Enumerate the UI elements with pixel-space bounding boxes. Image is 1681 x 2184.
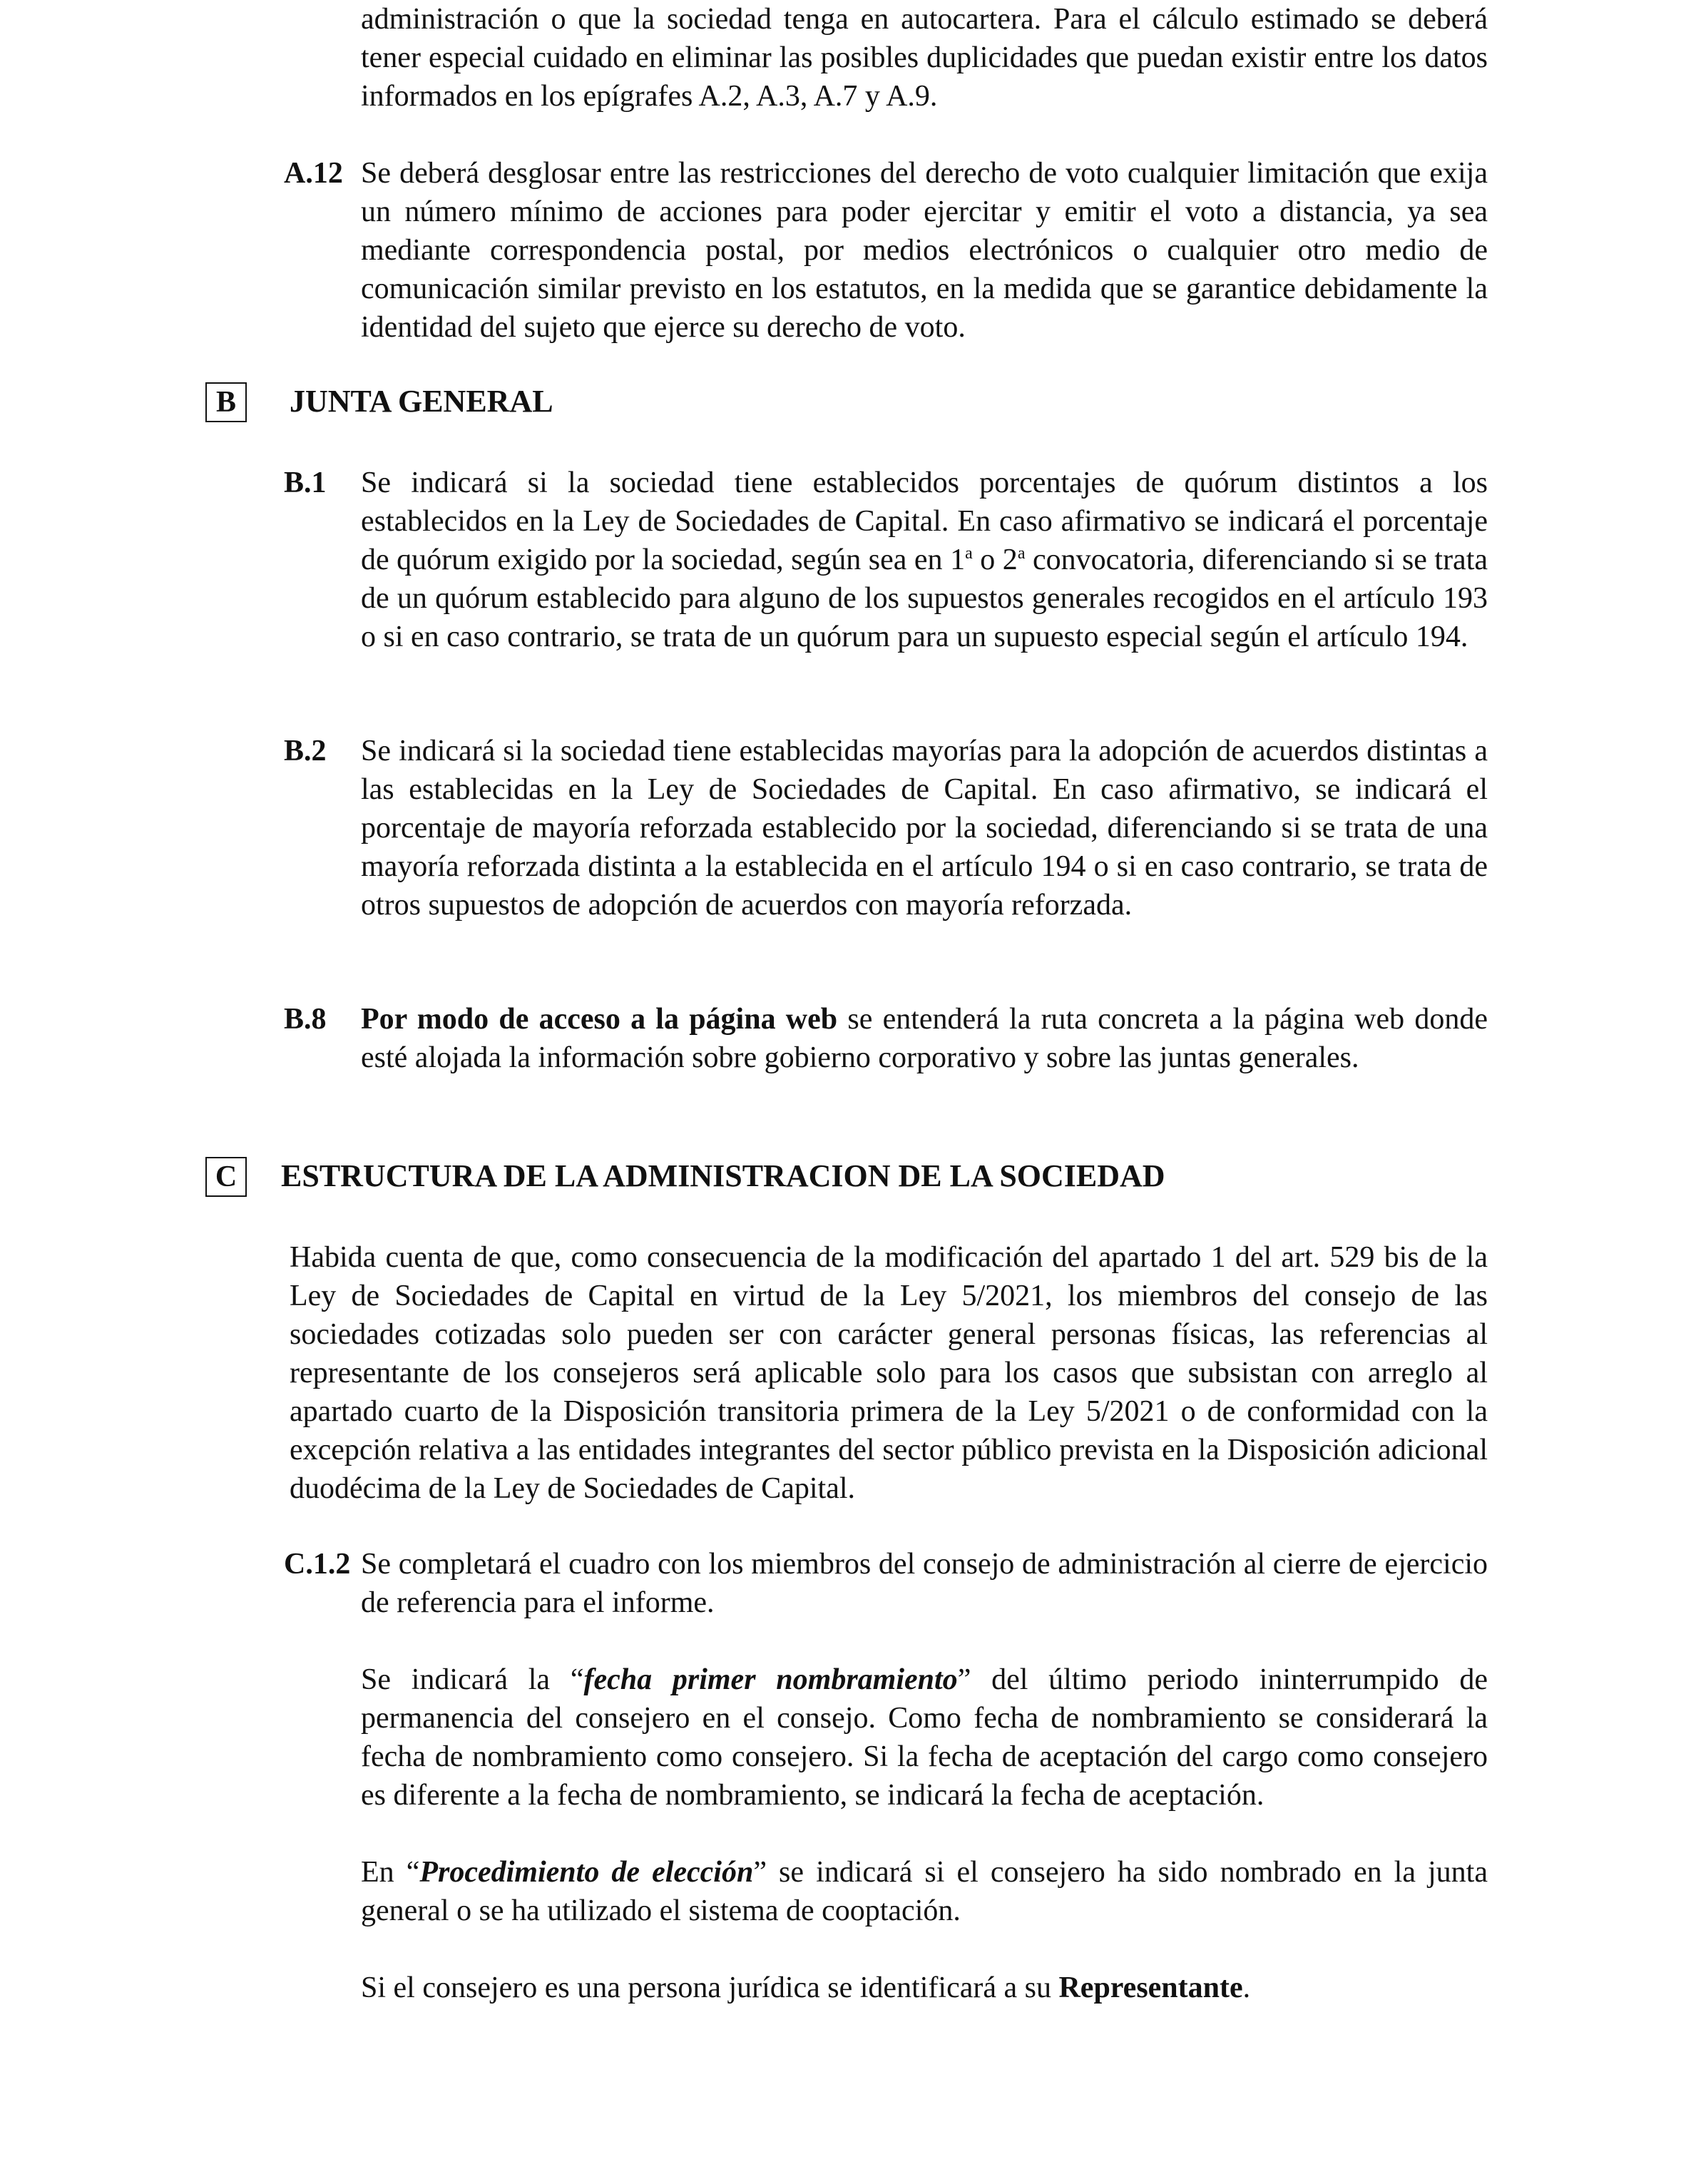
b2-paragraph	[361, 732, 1488, 924]
c12-p3-emphasis: Procedimiento de elección	[419, 1856, 754, 1889]
c12-body	[361, 1545, 1488, 2007]
a11-continuation-paragraph	[361, 0, 1488, 116]
b1-superscript-1: a	[965, 544, 973, 563]
c12-p2-text-b: ” del último periodo ininterrumpido de permanencia del consejero en el consejo. Como fecha de nombramiento se considerará la fecha de nombramiento como consejero. Si la fecha de aceptación del cargo como consejero es diferente a la fecha de nombramiento, se indicará la fecha de aceptación.	[361, 1663, 1488, 1812]
b8-bold-lead: Por modo de acceso a la página web	[361, 1003, 838, 1036]
a12-text: Se deberá desglosar entre las restricciones del derecho de voto cualquier limitación que exija un número mínimo de acciones para poder ejercitar y emitir el voto a distancia, ya sea mediante correspondencia postal, por medios electrónicos o cualquier otro medio de comunicación similar previsto en los estatutos, en la medida que se garantice debidamente la identidad del sujeto que ejerce su derecho de voto.	[361, 157, 1488, 344]
a11-continuation-text: administración o que la sociedad tenga en autocartera. Para el cálculo estimado se deberá tener especial cuidado en eliminar las posibles duplicidades que puedan existir entre los datos informados en los epígrafes A.2, A.3, A.7 y A.9.	[361, 3, 1488, 113]
section-b-title: JUNTA GENERAL	[290, 384, 553, 419]
c-intro-paragraph	[290, 1238, 1488, 1508]
c12-p4-text-b: .	[1242, 1971, 1251, 2004]
a12-label: A.12	[284, 157, 343, 190]
c12-p4-bold: Representante	[1058, 1971, 1243, 2004]
section-c-letter: C	[215, 1160, 237, 1193]
c12-paragraph-2	[361, 1660, 1488, 1815]
section-c-box	[205, 1157, 247, 1197]
b1-superscript-2: a	[1017, 544, 1026, 563]
c12-p3-text-a: En “	[361, 1856, 420, 1889]
c12-p1-text: Se completará el cuadro con los miembros del consejo de administración al cierre de ejercicio de referencia para el informe.	[361, 1548, 1488, 1619]
b2-label: B.2	[284, 735, 327, 767]
c-intro-text: Habida cuenta de que, como consecuencia de la modificación del apartado 1 del art. 529 bis de la Ley de Sociedades de Capital en virtud de la Ley 5/2021, los miembros del consejo de las sociedades cotizadas solo pueden ser con carácter general personas físicas, las referencias al representante de los consejeros será aplicable solo para los casos que subsistan con arreglo al apartado cuarto de la Disposición transitoria primera de la Ley 5/2021 o de conformidad con la excepción relativa a las entidades integrantes del sector público prevista en la Disposición adicional duodécima de la Ley de Sociedades de Capital.	[290, 1241, 1488, 1505]
b1-text-3: convocatoria, diferenciando si se trata de un quórum establecido para alguno de los supuestos generales recogidos en el artículo 193 o si en caso contrario, se trata de un quórum para un supuesto especial según el artículo 194.	[361, 544, 1488, 653]
b1-text-2: o 2	[972, 544, 1018, 576]
b1-text-1: Se indicará si la sociedad tiene establecidos porcentajes de quórum distintos a los establecidos en la Ley de Sociedades de Capital. En caso afirmativo se indicará el porcentaje de quórum exigido por la sociedad, según sea en 1	[361, 466, 1488, 576]
c12-label: C.1.2	[284, 1548, 351, 1581]
c12-paragraph-1	[361, 1545, 1488, 1622]
c12-paragraph-4	[361, 1969, 1488, 2007]
c12-paragraph-3	[361, 1853, 1488, 1930]
c12-p3-text-b: ” se indicará si el consejero ha sido nombrado en la junta general o se ha utilizado el sistema de cooptación.	[361, 1856, 1488, 1927]
c12-p4-text-a: Si el consejero es una persona jurídica se identificará a su	[361, 1971, 1059, 2004]
b8-text: se entenderá la ruta concreta a la página web donde esté alojada la información sobre gobierno corporativo y sobre las juntas generales.	[361, 1003, 1488, 1074]
c12-p2-emphasis: fecha primer nombramiento	[583, 1663, 958, 1696]
b8-label: B.8	[284, 1003, 327, 1036]
section-b-letter: B	[215, 386, 236, 419]
b1-label: B.1	[284, 466, 327, 499]
a12-paragraph	[361, 154, 1488, 347]
c12-p2-text-a: Se indicará la “	[361, 1663, 584, 1696]
section-c-title: ESTRUCTURA DE LA ADMINISTRACION DE LA SOCIEDAD	[281, 1158, 1165, 1193]
b1-paragraph	[361, 464, 1488, 656]
section-b-box	[205, 382, 247, 422]
b2-text: Se indicará si la sociedad tiene establecidas mayorías para la adopción de acuerdos distintas a las establecidas en la Ley de Sociedades de Capital. En caso afirmativo, se indicará el porcentaje de mayoría reforzada establecido por la sociedad, diferenciando si se trata de una mayoría reforzada distinta a la establecida en el artículo 194 o si en caso contrario, se trata de otros supuestos de adopción de acuerdos con mayoría reforzada.	[361, 735, 1488, 922]
b8-paragraph	[361, 1000, 1488, 1077]
